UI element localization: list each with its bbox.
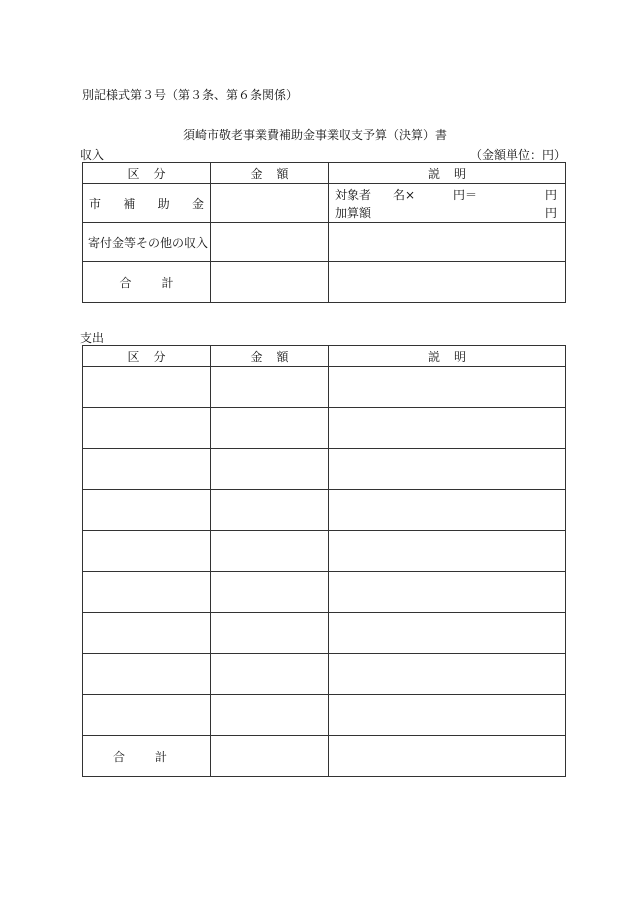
- desc-yen-unit: 円: [544, 187, 557, 202]
- desc-addition-label: 加算額: [335, 205, 372, 220]
- expense-row: [83, 654, 566, 695]
- total-char: 計: [155, 749, 168, 764]
- total-char: 合: [119, 275, 132, 290]
- subsidy-char: 金: [191, 196, 204, 211]
- expense-amount-cell[interactable]: [211, 490, 329, 531]
- expense-category-cell[interactable]: [83, 613, 211, 654]
- subsidy-row: [83, 184, 566, 223]
- expense-description-cell[interactable]: [329, 408, 566, 449]
- expense-amount-cell[interactable]: [211, 613, 329, 654]
- expense-category-cell[interactable]: [83, 449, 211, 490]
- unit-note: （金額単位：円）: [470, 148, 567, 162]
- total-char: 合: [113, 749, 126, 764]
- expense-table: [82, 345, 566, 777]
- expense-amount-cell[interactable]: [211, 449, 329, 490]
- other-income-description-cell[interactable]: [329, 223, 566, 262]
- expense-category-cell[interactable]: [83, 408, 211, 449]
- income-header-row: [83, 163, 566, 184]
- expense-row: [83, 367, 566, 408]
- expense-description-cell[interactable]: [329, 449, 566, 490]
- expense-description-cell[interactable]: [329, 531, 566, 572]
- expense-row: [83, 613, 566, 654]
- subsidy-amount-cell[interactable]: [211, 184, 329, 223]
- other-income-label: 寄付金等その他の収入: [88, 235, 209, 250]
- form-number: 別記様式第３号（第３条、第６条関係）: [82, 88, 299, 102]
- desc-line-2: [329, 203, 565, 221]
- income-total-amount-cell[interactable]: [211, 262, 329, 303]
- expense-total-description-cell[interactable]: [329, 736, 566, 777]
- expense-description-cell[interactable]: [329, 695, 566, 736]
- income-total-label-cell: [83, 262, 211, 303]
- header-description: 説明: [329, 163, 566, 184]
- expense-category-cell[interactable]: [83, 572, 211, 613]
- expense-category-cell[interactable]: [83, 695, 211, 736]
- income-total-description-cell[interactable]: [329, 262, 566, 303]
- desc-line-1: [329, 185, 565, 203]
- expense-category-cell[interactable]: [83, 367, 211, 408]
- other-income-label-cell: [83, 223, 211, 262]
- expense-category-cell[interactable]: [83, 531, 211, 572]
- header-amount: 金額: [211, 346, 329, 367]
- expense-amount-cell[interactable]: [211, 531, 329, 572]
- expense-description-cell[interactable]: [329, 572, 566, 613]
- expense-row: [83, 572, 566, 613]
- expense-amount-cell[interactable]: [211, 572, 329, 613]
- header-description: 説明: [329, 346, 566, 367]
- header-amount: 金額: [211, 163, 329, 184]
- desc-target-label: 対象者: [335, 187, 372, 202]
- expense-row: [83, 490, 566, 531]
- subsidy-char: 助: [157, 196, 170, 211]
- header-category: 区分: [83, 346, 211, 367]
- expense-description-cell[interactable]: [329, 367, 566, 408]
- expense-description-cell[interactable]: [329, 490, 566, 531]
- desc-yen-unit: 円: [544, 205, 557, 220]
- desc-people-unit: 名×: [393, 187, 416, 202]
- expense-total-amount-cell[interactable]: [211, 736, 329, 777]
- expense-row: [83, 531, 566, 572]
- other-income-amount-cell[interactable]: [211, 223, 329, 262]
- subsidy-char: 市: [89, 196, 102, 211]
- income-total-row: [83, 262, 566, 303]
- expense-description-cell[interactable]: [329, 654, 566, 695]
- subsidy-char: 補: [123, 196, 136, 211]
- expense-amount-cell[interactable]: [211, 695, 329, 736]
- subsidy-label-cell: [83, 184, 211, 223]
- desc-yen-equals: 円＝: [453, 187, 478, 202]
- expense-category-cell[interactable]: [83, 654, 211, 695]
- expense-amount-cell[interactable]: [211, 408, 329, 449]
- expense-amount-cell[interactable]: [211, 367, 329, 408]
- expense-row: [83, 449, 566, 490]
- income-table: [82, 162, 566, 303]
- expense-header-row: [83, 346, 566, 367]
- document-title: 須崎市敬老事業費補助金事業収支予算（決算）書: [182, 128, 447, 142]
- expense-category-cell[interactable]: [83, 490, 211, 531]
- other-income-row: [83, 223, 566, 262]
- expense-row: [83, 695, 566, 736]
- expense-section-label: 支出: [80, 331, 105, 345]
- total-char: 計: [161, 275, 174, 290]
- subsidy-description-cell[interactable]: [329, 184, 566, 223]
- expense-amount-cell[interactable]: [211, 654, 329, 695]
- income-section-label: 収入: [80, 148, 105, 162]
- expense-row: [83, 408, 566, 449]
- expense-total-label-cell: [83, 736, 211, 777]
- header-category: 区分: [83, 163, 211, 184]
- expense-description-cell[interactable]: [329, 613, 566, 654]
- expense-total-row: [83, 736, 566, 777]
